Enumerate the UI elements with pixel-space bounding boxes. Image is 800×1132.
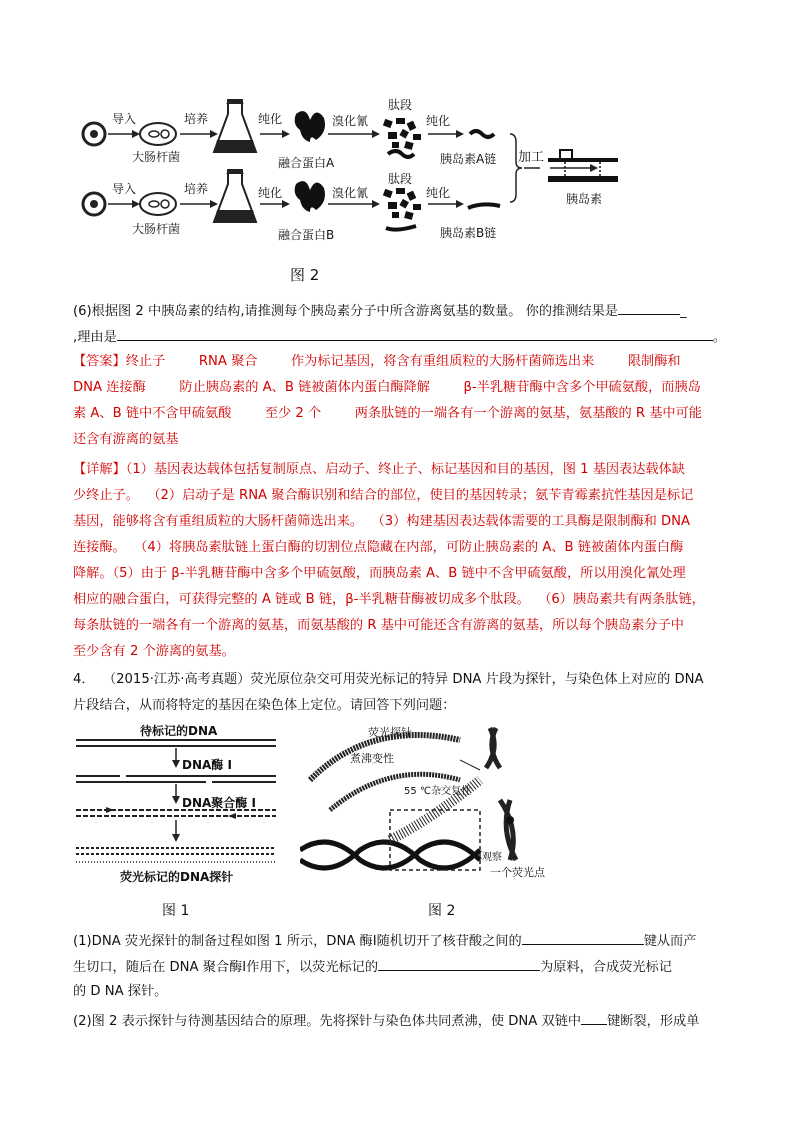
detail-tag: 【详解】 [73, 462, 126, 477]
label-insulin: 胰岛素 [566, 192, 603, 206]
label-ecoli-1: 大肠杆菌 [132, 150, 181, 164]
label-purify-2: 纯化 [258, 186, 283, 200]
q6-underscore: _ [679, 304, 687, 319]
q4-line-1: 4． （2015·江苏·高考真题）荧光原位杂交可用荧光标记的特异 DNA 片段为探针，与染色体上对应的 DNA [73, 672, 704, 687]
label-purify2-2: 纯化 [426, 186, 451, 200]
label-culture-1: 培养 [184, 112, 209, 126]
q6-text: (6)根据图 2 中胰岛素的结构,请推测每个胰岛素分子中所含游离氨基的数量。 你的推测结果是 [73, 304, 618, 319]
sub1-text-a: (1)DNA 荧光探针的制备过程如图 1 所示，DNA 酶Ⅰ随机切开了核苷酸之间的 [73, 934, 522, 949]
fig2-renature-label: 55 ℃杂交复性 [404, 786, 472, 797]
fig1-enzyme1: DNA酶 I [182, 758, 232, 772]
fig1-caption: 图 1 [162, 903, 190, 919]
label-chain-b: 胰岛素B链 [440, 226, 497, 240]
answer-line-4: 还含有游离的氨基 [73, 432, 179, 447]
detail-line-4: 连接酶。 （4）将胰岛素肽链上蛋白酶的切割位点隐藏在内部，可防止胰岛素的 A、B 链被菌体内蛋白酶 [73, 540, 684, 555]
detail-line-3: 基因，能够将含有重组质粒的大肠杆菌筛选出来。 （3）构建基因表达载体需要的工具酶是限制酶和 DNA [73, 514, 691, 529]
sub1-blank-material [378, 956, 540, 971]
label-fusion-b: 融合蛋白B [278, 228, 335, 242]
detail-line-2: 少终止子。 （2）启动子是 RNA 聚合酶识别和结合的部位，使目的基因转录；氨苄青霉素抗性基因是标记 [73, 488, 694, 503]
detail-text-1: （1）基因表达载体包括复制原点、启动子、终止子、标记基因和目的基因，图 1 基因表达载体缺 [125, 462, 685, 477]
label-peptide-1: 肽段 [388, 98, 413, 112]
fig1-title: 待标记的DNA [140, 724, 218, 738]
answer-text-1: 终止子 RNA 聚合 作为标记基因，将含有重组质粒的大肠杆菌筛选出来 限制酶和 [125, 354, 681, 369]
sub1-line-3: 的 D NA 探针。 [73, 984, 168, 999]
sub2-text-b: 键断裂，形成单 [607, 1014, 700, 1029]
label-fusion-a: 融合蛋白A [278, 156, 335, 170]
answer-line-1 [73, 352, 681, 372]
sub1-text-b: 键从而产 [643, 934, 697, 949]
answer-line-3: 素 A、B 链中不含甲硫氨酸 至少 2 个 两条肽链的一端各有一个游离的氨基，氨基酸的 R 基中可能 [73, 406, 702, 421]
sub1-line-1 [73, 930, 696, 952]
label-cnbr-1: 溴化氰 [332, 114, 369, 128]
label-peptide-2: 肽段 [388, 172, 413, 186]
label-cnbr-2: 溴化氰 [332, 186, 369, 200]
label-chain-a: 胰岛素A链 [440, 152, 497, 166]
label-import-2: 导入 [112, 182, 137, 196]
sub1-text-c: 生切口，随后在 DNA 聚合酶Ⅰ作用下，以荧光标记的 [73, 960, 379, 975]
sub1-blank-bond [522, 930, 644, 945]
q6-reason-label: ,理由是 [73, 330, 117, 345]
detail-line-8: 至少含有 2 个游离的氨基。 [73, 644, 235, 659]
answer-line-2: DNA 连接酶 防止胰岛素的 A、B 链被菌体内蛋白酶降解 β-半乳糖苷酶中含多个甲硫氨酸，而胰岛 [73, 380, 701, 395]
insulin-flow-figure [70, 92, 630, 262]
fig2-boil-label: 煮沸变性 [350, 752, 394, 765]
detail-line-5: 降解。（5）由于 β-半乳糖苷酶中含多个甲硫氨酸，而胰岛素 A、B 链中不含甲硫氨酸，所以用溴化氰处理 [73, 566, 686, 581]
fig1-probe: 荧光标记的DNA探针 [120, 870, 234, 884]
probe-prep-figure [76, 722, 276, 890]
sub1-text-d: 为原料，合成荧光标记 [540, 960, 672, 975]
sub2-line-1 [73, 1010, 699, 1032]
fig2-caption: 图 2 [428, 903, 456, 919]
label-ecoli-2: 大肠杆菌 [132, 222, 181, 236]
q6-period: 。 [712, 330, 726, 345]
detail-line-6: 相应的融合蛋白，可获得完整的 A 链或 B 链，β-半乳糖苷酶被切成多个肽段。 （6）胰岛素共有两条肽链， [73, 592, 705, 607]
sub2-text-a: (2)图 2 表示探针与待测基因结合的原理。先将探针与染色体共同煮沸，使 DNA 双链中 [73, 1014, 582, 1029]
q6-blank-reason [117, 326, 713, 341]
q6-blank-result [618, 300, 680, 315]
hybridization-figure [300, 720, 560, 890]
label-import-1: 导入 [112, 112, 137, 126]
label-process: 加工 [518, 150, 545, 165]
sub1-line-2 [73, 956, 672, 978]
fig2-observe-label: 观察 [482, 852, 502, 863]
fig1-enzyme2: DNA聚合酶 I [182, 796, 256, 810]
answer-tag: 【答案】 [73, 354, 126, 369]
detail-line-1 [73, 460, 685, 480]
fig2-probe-label: 荧光探针 [368, 726, 412, 739]
label-purify-1: 纯化 [258, 112, 283, 126]
label-culture-2: 培养 [184, 182, 209, 196]
q6-line1 [73, 300, 687, 322]
q4-line-2: 片段结合，从而将特定的基因在染色体上定位。请回答下列问题： [73, 698, 456, 713]
q6-line2 [73, 326, 726, 348]
fig2-dot-label: 一个荧光点 [490, 866, 545, 879]
detail-line-7: 每条肽链的一端各有一个游离的氨基，而氨基酸的 R 基中可能还含有游离的氨基，所以每个胰岛素分子中 [73, 618, 684, 633]
figure-caption-top: 图 2 [290, 266, 320, 284]
sub2-blank-bond [581, 1010, 607, 1025]
label-purify2-1: 纯化 [426, 114, 451, 128]
